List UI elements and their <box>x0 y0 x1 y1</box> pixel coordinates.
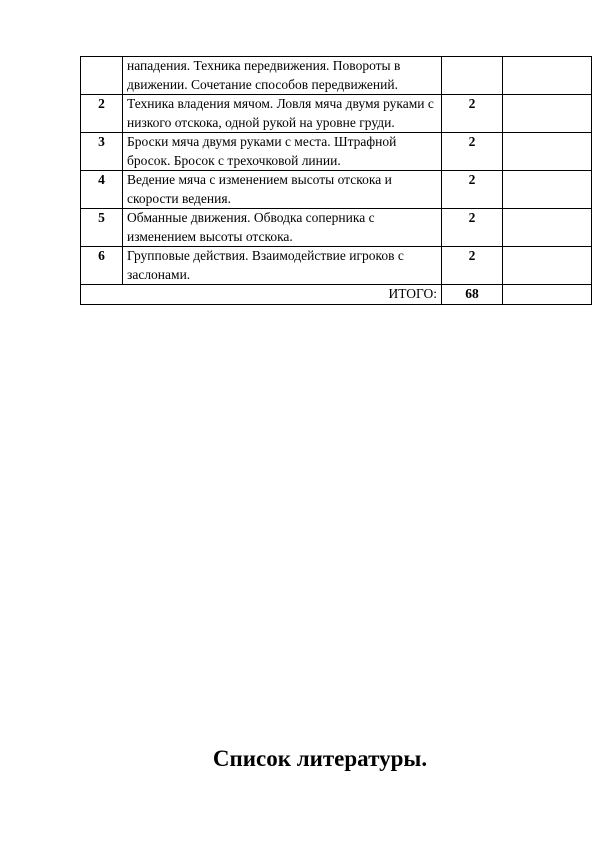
row-empty-cell <box>503 171 592 209</box>
row-hours: 2 <box>442 209 503 247</box>
row-topic: Обманные движения. Обводка соперника с изменением высоты отскока. <box>123 209 442 247</box>
row-hours: 2 <box>442 247 503 285</box>
table-row <box>81 133 592 171</box>
row-hours: 2 <box>442 95 503 133</box>
row-hours <box>442 57 503 95</box>
row-number: 4 <box>81 171 123 209</box>
row-hours: 2 <box>442 133 503 171</box>
total-label: ИТОГО: <box>81 285 442 305</box>
row-number: 5 <box>81 209 123 247</box>
row-empty-cell <box>503 133 592 171</box>
row-topic: Групповые действия. Взаимодействие игроков с заслонами. <box>123 247 442 285</box>
row-topic: Ведение мяча с изменением высоты отскока и скорости ведения. <box>123 171 442 209</box>
table-row <box>81 171 592 209</box>
row-empty-cell <box>503 247 592 285</box>
total-empty-cell <box>503 285 592 305</box>
row-topic: нападения. Техника передвижения. Повороты в движении. Сочетание способов передвижений. <box>123 57 442 95</box>
row-topic: Техника владения мячом. Ловля мяча двумя руками с низкого отскока, одной рукой на уровне груди. <box>123 95 442 133</box>
row-empty-cell <box>503 95 592 133</box>
row-hours: 2 <box>442 171 503 209</box>
row-number: 6 <box>81 247 123 285</box>
course-plan-table <box>80 56 592 305</box>
row-empty-cell <box>503 57 592 95</box>
table-row <box>81 95 592 133</box>
row-number <box>81 57 123 95</box>
row-topic: Броски мяча двумя руками с места. Штрафной бросок. Бросок с трехочковой линии. <box>123 133 442 171</box>
table-row <box>81 209 592 247</box>
row-number: 3 <box>81 133 123 171</box>
row-number: 2 <box>81 95 123 133</box>
literature-heading: Список литературы. <box>212 746 428 771</box>
total-value: 68 <box>442 285 503 305</box>
row-empty-cell <box>503 209 592 247</box>
total-row <box>81 285 592 305</box>
table-row <box>81 247 592 285</box>
table-row <box>81 57 592 95</box>
